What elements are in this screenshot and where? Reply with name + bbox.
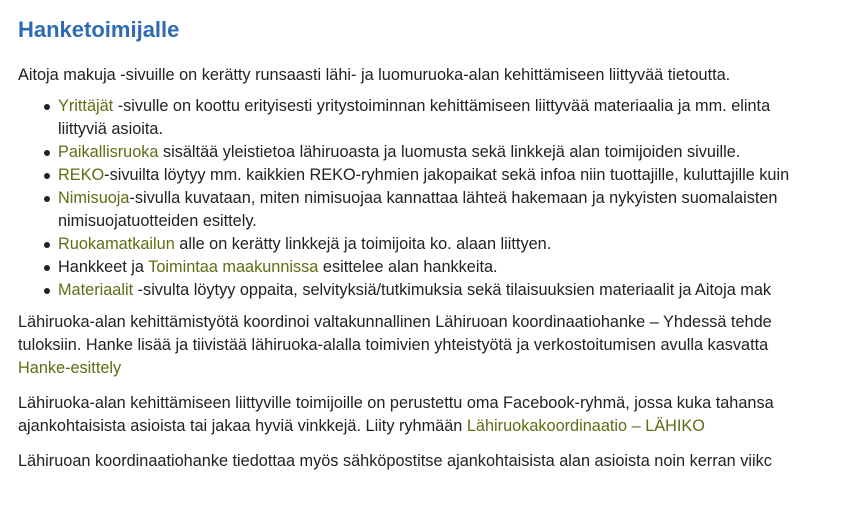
coordination-paragraph (18, 311, 854, 380)
paragraph-text: Lähiruoka-alan kehittämiseen liittyville toimijoille on perustettu oma Facebook-ryhmä, jossa kuka tahansa (18, 394, 774, 412)
bullet-icon (44, 242, 50, 248)
list-item-materiaalit (58, 279, 854, 302)
list-item-paikallisruoka (58, 141, 854, 164)
paragraph-text: ajankohtaisista asioista tai jakaa hyviä vinkkejä. Liity ryhmään (18, 417, 467, 435)
intro-paragraph: Aitoja makuja -sivuille on kerätty runsaasti lähi- ja luomuruoka-alan kehittämiseen liittyvää tietoutta. (18, 66, 731, 84)
link-nimisuoja[interactable]: Nimisuoja (58, 189, 130, 207)
list-item-text: -sivuilta löytyy mm. kaikkien REKO-ryhmien jakopaikat sekä infoa niin tuottajille, kuluttajille kuin (104, 166, 790, 184)
list-item-text: alle on kerätty linkkejä ja toimijoita ko. alaan liittyen. (174, 235, 552, 253)
link-yrittajat[interactable]: Yrittäjät (58, 97, 114, 115)
bullet-icon (44, 265, 50, 271)
link-paikallisruoka[interactable]: Paikallisruoka (58, 143, 159, 161)
facebook-paragraph (18, 392, 854, 438)
list-item-reko (58, 164, 854, 187)
list-item-text: -sivulla kuvataan, miten nimisuojaa kannattaa lähteä hakemaan ja nykyisten suomalaisten (129, 189, 778, 207)
list-item-text: -sivulle on koottu erityisesti yritystoiminnan kehittämiseen liittyvää materiaalia ja mm. elinta (113, 97, 771, 115)
resource-list (18, 95, 854, 302)
page-title: Hanketoimijalle (18, 17, 180, 42)
list-item-text: liittyviä asioita. (58, 120, 163, 138)
list-item-yrittajat (58, 95, 854, 141)
link-materiaalit[interactable]: Materiaalit (58, 281, 134, 299)
link-hanke-esittely[interactable]: Hanke-esittely (18, 359, 122, 377)
list-item-text: nimisuojatuotteiden esittely. (58, 212, 257, 230)
list-item-text: sisältää yleistietoa lähiruoasta ja luomusta sekä linkkejä alan toimijoiden sivuille. (158, 143, 741, 161)
list-item-text: esittelee alan hankkeita. (318, 258, 498, 276)
bullet-icon (44, 288, 50, 294)
list-item-ruokamatkailu (58, 233, 854, 256)
link-reko[interactable]: REKO (58, 166, 105, 184)
newsletter-paragraph: Lähiruoan koordinaatiohanke tiedottaa myös sähköpostitse ajankohtaisista alan asioista noin kerran viikc (18, 452, 772, 470)
list-item-hankkeet (58, 256, 854, 279)
paragraph-text: tuloksiin. Hanke lisää ja tiivistää lähiruoka-alalla toimivien yhteistyötä ja verkostoitumisen avulla kasvatta (18, 336, 769, 354)
bullet-icon (44, 173, 50, 179)
list-item-text: -sivulta löytyy oppaita, selvityksiä/tutkimuksia sekä tilaisuuksien materiaalit ja Aitoja mak (133, 281, 772, 299)
list-item-nimisuoja (58, 187, 854, 233)
list-item-text: Hankkeet ja (58, 258, 149, 276)
bullet-icon (44, 150, 50, 156)
paragraph-text: Lähiruoka-alan kehittämistyötä koordinoi valtakunnallinen Lähiruoan koordinaatiohanke – Yhdessä tehde (18, 313, 772, 331)
link-lahiko-group[interactable]: Lähiruokakoordinaatio – LÄHIKO (466, 417, 705, 435)
bullet-icon (44, 104, 50, 110)
link-ruokamatkailu[interactable]: Ruokamatkailun (58, 235, 175, 253)
bullet-icon (44, 196, 50, 202)
link-toimintaa-maakunnissa[interactable]: Toimintaa maakunnissa (148, 258, 319, 276)
